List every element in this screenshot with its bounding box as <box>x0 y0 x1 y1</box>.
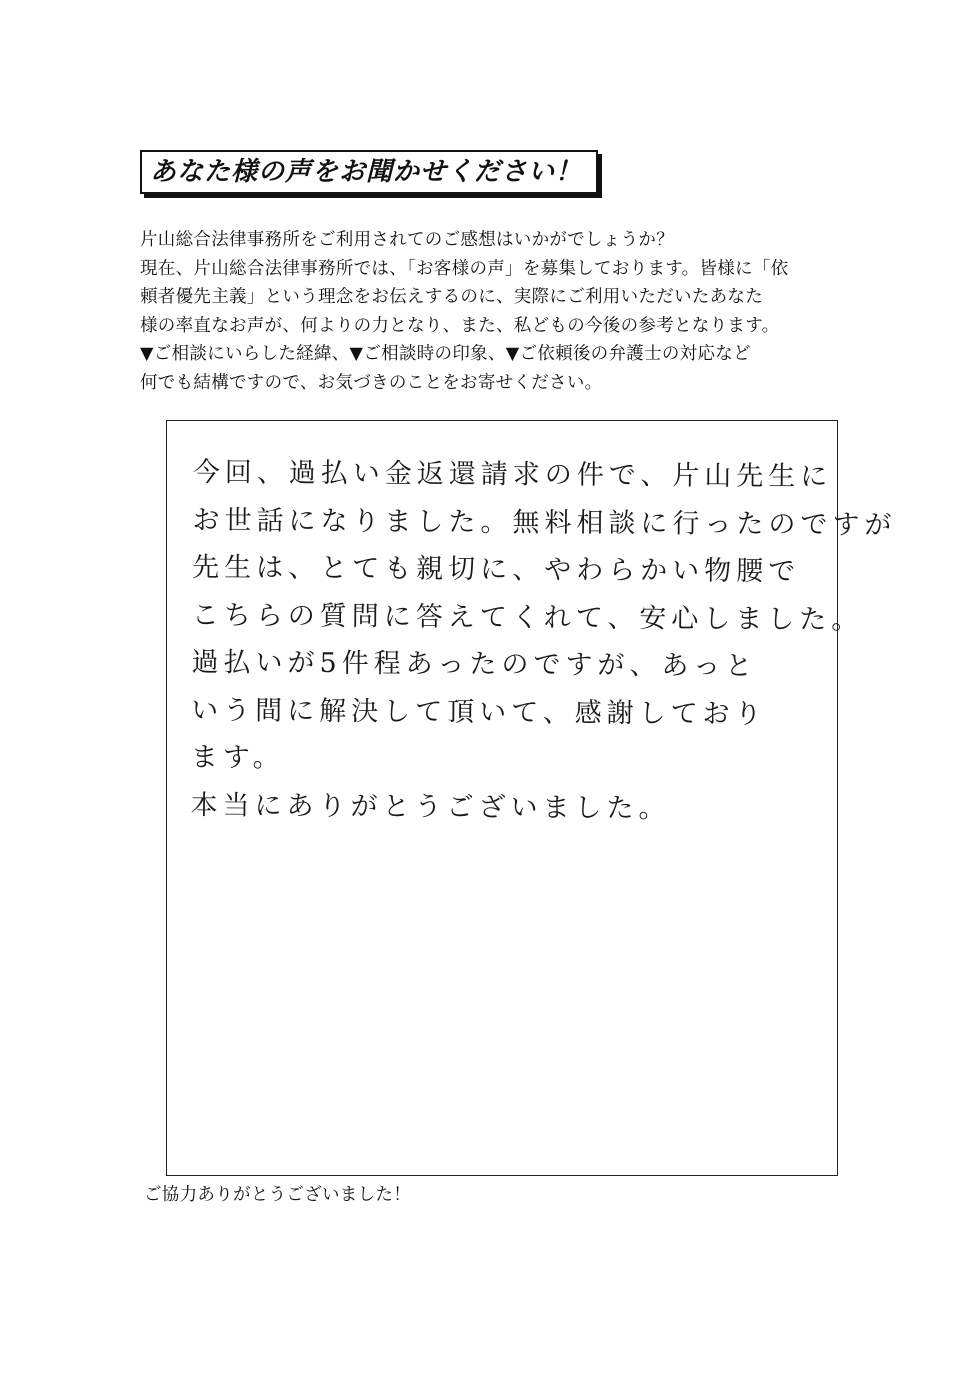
handwritten-line: 過払いが5件程あったのですが、あっと <box>191 646 758 682</box>
intro-line: 現在、片山総合法律事務所では、「お客様の声」を募集しております。皆様に「依 <box>140 258 789 279</box>
handwritten-line: こちらの質問に答えてくれて、安心しました。 <box>191 599 864 636</box>
handwritten-line: 本当にありがとうございました。 <box>190 789 671 824</box>
handwritten-line: お世話になりました。無料相談に行ったのですが <box>192 504 897 541</box>
intro-line: 片山総合法律事務所をご利用されてのご感想はいかがでしょうか？ <box>140 230 674 250</box>
thanks-message: ご協力ありがとうございました！ <box>144 1185 411 1205</box>
handwritten-line: ます。 <box>190 741 285 774</box>
handwritten-line: 今回、過払い金返還請求の件で、片山先生に <box>192 456 833 493</box>
page-title: あなた様の声をお聞かせください！ <box>140 150 598 194</box>
intro-line: ▼ご相談にいらした経緯、▼ご相談時の印象、▼ご依頼後の弁護士の対応など <box>140 344 751 364</box>
handwritten-response <box>190 449 897 833</box>
intro-line: 何でも結構ですので、お気づきのことをお寄せください。 <box>140 372 603 393</box>
title-banner <box>140 150 598 194</box>
intro-line: 様の率直なお声が、何よりの力となり、また、私どもの今後の参考となります。 <box>140 315 780 336</box>
intro-line: 頼者優先主義」という理念をお伝えするのに、実際にご利用いただいたあなた <box>140 287 763 307</box>
intro-text <box>140 226 860 397</box>
response-box <box>166 420 897 1176</box>
handwritten-line: いう間に解決して頂いて、感謝しており <box>191 694 767 730</box>
handwritten-line: 先生は、とても親切に、やわらかい物腰で <box>192 551 801 588</box>
